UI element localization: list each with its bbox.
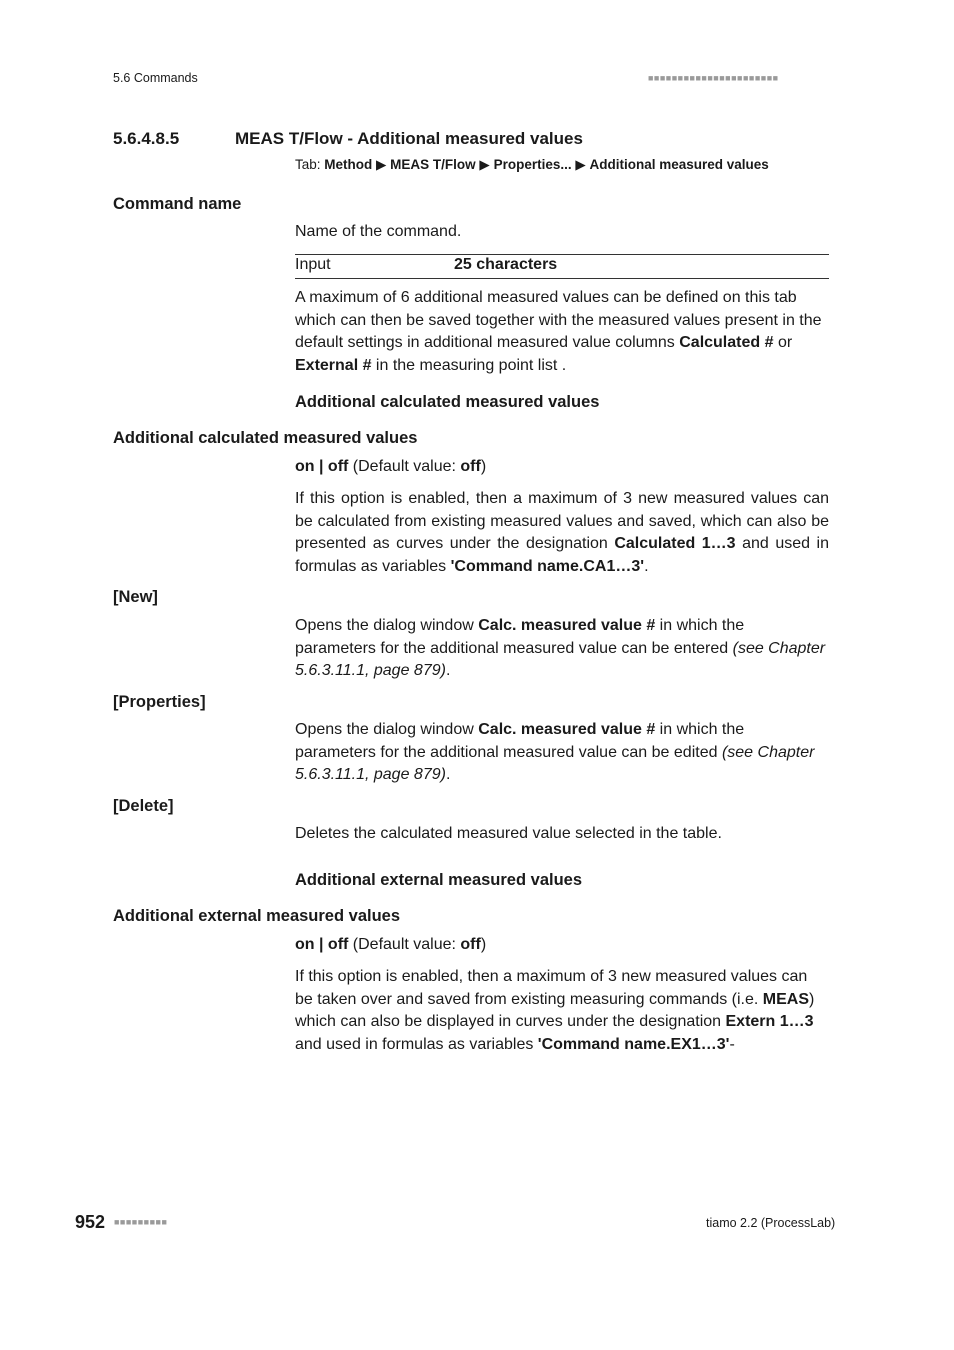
footer-product: tiamo 2.2 (ProcessLab) xyxy=(706,1216,836,1230)
new-label: [New] xyxy=(113,588,158,606)
ext-paragraph: If this option is enabled, then a maximum of 3 new measured values can be taken over and saved from existing measuring commands (i.e. MEAS) which can also be displayed in curves under the designation Extern 1…3 and used in formulas as variables 'Command name.EX1…3'- xyxy=(295,968,815,1053)
new-paragraph: Opens the dialog window Calc. measured value # in which the parameters for the additional measured value can be entered (see Chapter 5.6.3.11.1, page 879). xyxy=(295,617,826,679)
calc-paragraph: If this option is enabled, then a maximum of 3 new measured values can be calculated from existing measured values and saved, which can also be presented as curves under the designation Calculated 1…3 and used in formulas as variables 'Command name.CA1…3'. xyxy=(295,490,829,575)
input-spec-table xyxy=(295,254,829,279)
command-name-label: Command name xyxy=(113,195,242,213)
properties-label: [Properties] xyxy=(113,693,206,711)
properties-paragraph: Opens the dialog window Calc. measured value # in which the parameters for the additional measured value can be edited (see Chapter 5.6.3.11.1, page 879). xyxy=(295,721,815,783)
calc-subheading: Additional calculated measured values xyxy=(295,393,600,411)
ext-options: on | off (Default value: off) xyxy=(295,936,487,953)
tab-path: Tab: Method ▶ MEAS T/Flow ▶ Properties... ▶ Additional measured values xyxy=(295,157,769,172)
input-key: Input xyxy=(295,256,331,273)
calc-label: Additional calculated measured values xyxy=(113,429,418,447)
running-header-dots: ■■■■■■■■■■■■■■■■■■■■■■ xyxy=(648,73,779,83)
command-name-desc: Name of the command. xyxy=(295,223,462,240)
calc-options: on | off (Default value: off) xyxy=(295,458,487,475)
page-number: 952 xyxy=(75,1212,106,1232)
delete-label: [Delete] xyxy=(113,797,174,815)
section-number: 5.6.4.8.5 xyxy=(113,129,180,148)
footer-dots: ■■■■■■■■■ xyxy=(114,1217,168,1227)
section-title: MEAS T/Flow - Additional measured values xyxy=(235,129,583,148)
command-name-paragraph: A maximum of 6 additional measured values can be defined on this tab which can then be saved together with the measured values present in the default settings in additional measured value columns Calculated # or External # in the measuring point list . xyxy=(295,289,822,374)
ext-label: Additional external measured values xyxy=(113,907,401,925)
ext-subheading: Additional external measured values xyxy=(295,871,583,889)
running-header-section: 5.6 Commands xyxy=(113,71,198,85)
input-value: 25 characters xyxy=(454,256,558,273)
delete-desc: Deletes the calculated measured value selected in the table. xyxy=(295,825,722,842)
